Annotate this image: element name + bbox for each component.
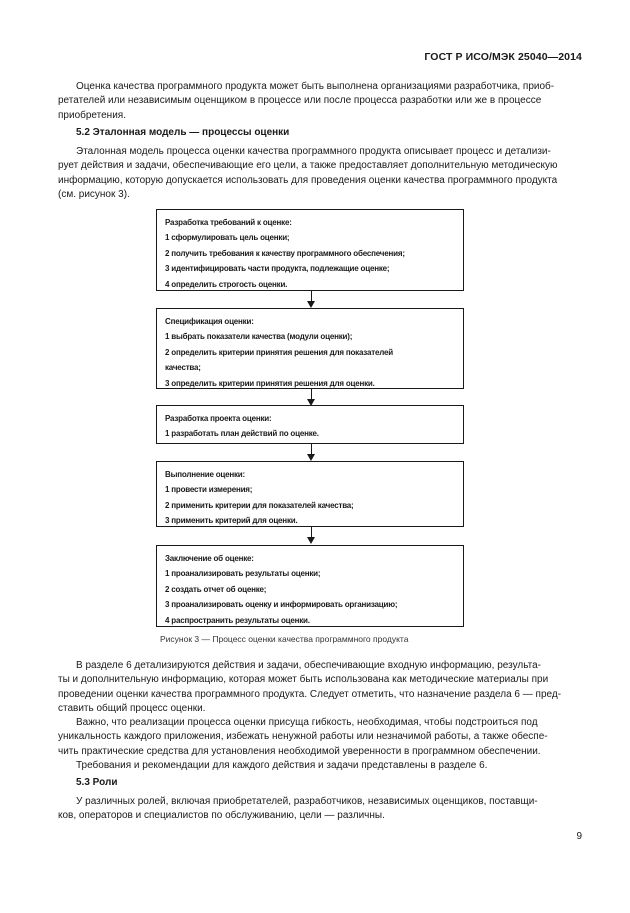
flow-box-conclusion [156,545,464,627]
flow-box-item: 2 получить требования к качеству программного обеспечения; [165,248,405,258]
text-line: ретателей или независимым оценщиком в процессе или после процесса разработки или же в процессе [58,95,542,107]
flow-box-item: 3 применить критерий для оценки. [165,516,298,526]
flow-box-title: Заключение об оценке: [165,554,254,563]
flow-box-item: 3 проанализировать оценку и информировать организацию; [165,600,398,610]
flow-box-title: Разработка проекта оценки: [165,414,272,423]
text-line: проведении оценки качества программного продукта. Следует отметить, что назначение раздела 6 — пред- [58,688,562,700]
text-line: ставить общий процесс оценки. [58,703,206,715]
paragraph-requirements [58,759,582,773]
text-line: уникальность каждого приложения, избежать ненужной работы или незначимой работы, а также обеспе- [58,731,548,743]
text-line: У различных ролей, включая приобретателей, разработчиков, независимых оценщиков, поставщи- [76,796,538,807]
flow-box-item: 1 проанализировать результаты оценки; [165,569,321,579]
text-line: Важно, что реализации процесса оценки присуща гибкость, необходимая, чтобы подстроиться под [76,717,538,728]
text-line: Эталонная модель процесса оценки качества программного продукта описывает процесс и детализи- [76,146,551,157]
text-line: (см. рисунок 3). [58,189,130,201]
flow-box-title: Разработка требований к оценке: [165,218,292,227]
flow-box-item: 4 распространить результаты оценки. [165,615,310,625]
flow-box-item: качества; [165,363,201,373]
figure-caption: Рисунок 3 — Процесс оценки качества программного продукта [160,634,409,644]
flow-box-item: 2 создать отчет об оценке; [165,584,267,594]
text-line: Оценка качества программного продукта может быть выполнена организациями разработчика, приоб- [76,81,555,92]
flow-box-design [156,405,464,444]
flow-box-item: 1 разработать план действий по оценке. [165,429,319,439]
paragraph-flexibility [58,716,582,759]
text-line: ков, операторов и специалистов по обслуживанию, цели — различны. [58,810,385,822]
flow-box-item: 3 определить критерии принятия решения для оценки. [165,378,375,388]
flow-box-execution [156,461,464,527]
flow-box-title: Спецификация оценки: [165,317,254,326]
flow-box-item: 3 идентифицировать части продукта, подлежащие оценке; [165,264,390,274]
text-line: информацию, которую допускается использовать для проведения оценки качества программного продукта [58,174,558,186]
text-line: приобретения. [58,109,126,121]
text-line: рует действия и задачи, обеспечивающие его цели, а также предоставляет дополнительную методическую [58,160,558,172]
section-heading-5-3: 5.3 Роли [76,777,118,788]
paragraph-intro [58,80,582,123]
flow-box-requirements [156,209,464,291]
page-number: 9 [576,831,582,842]
document-header: ГОСТ Р ИСО/МЭК 25040—2014 [424,51,582,63]
text-line: В разделе 6 детализируются действия и задачи, обеспечивающие входную информацию, результа- [76,660,541,671]
flow-box-item: 4 определить строгость оценки. [165,279,288,289]
section-heading-5-2: 5.2 Эталонная модель — процессы оценки [76,127,290,138]
flow-box-title: Выполнение оценки: [165,470,245,479]
paragraph-section-6 [58,659,582,717]
text-line: ты и дополнительную информацию, которая может быть использована как методические материалы при [58,674,549,686]
flow-box-item: 1 провести измерения; [165,485,253,495]
text-line: Требования и рекомендации для каждого действия и задачи представлены в разделе 6. [76,760,488,771]
flow-box-item: 2 определить критерии принятия решения для показателей [165,347,393,357]
paragraph-roles [58,795,582,824]
flow-box-item: 1 сформулировать цель оценки; [165,233,290,243]
flow-box-specification [156,308,464,389]
text-line: чить практические средства для установления необходимой уверенности в программном обеспечении. [58,745,541,757]
flow-box-item: 2 применить критерии для показателей качества; [165,500,354,510]
flow-box-item: 1 выбрать показатели качества (модули оценки); [165,332,353,342]
paragraph-reference-model [58,145,582,203]
